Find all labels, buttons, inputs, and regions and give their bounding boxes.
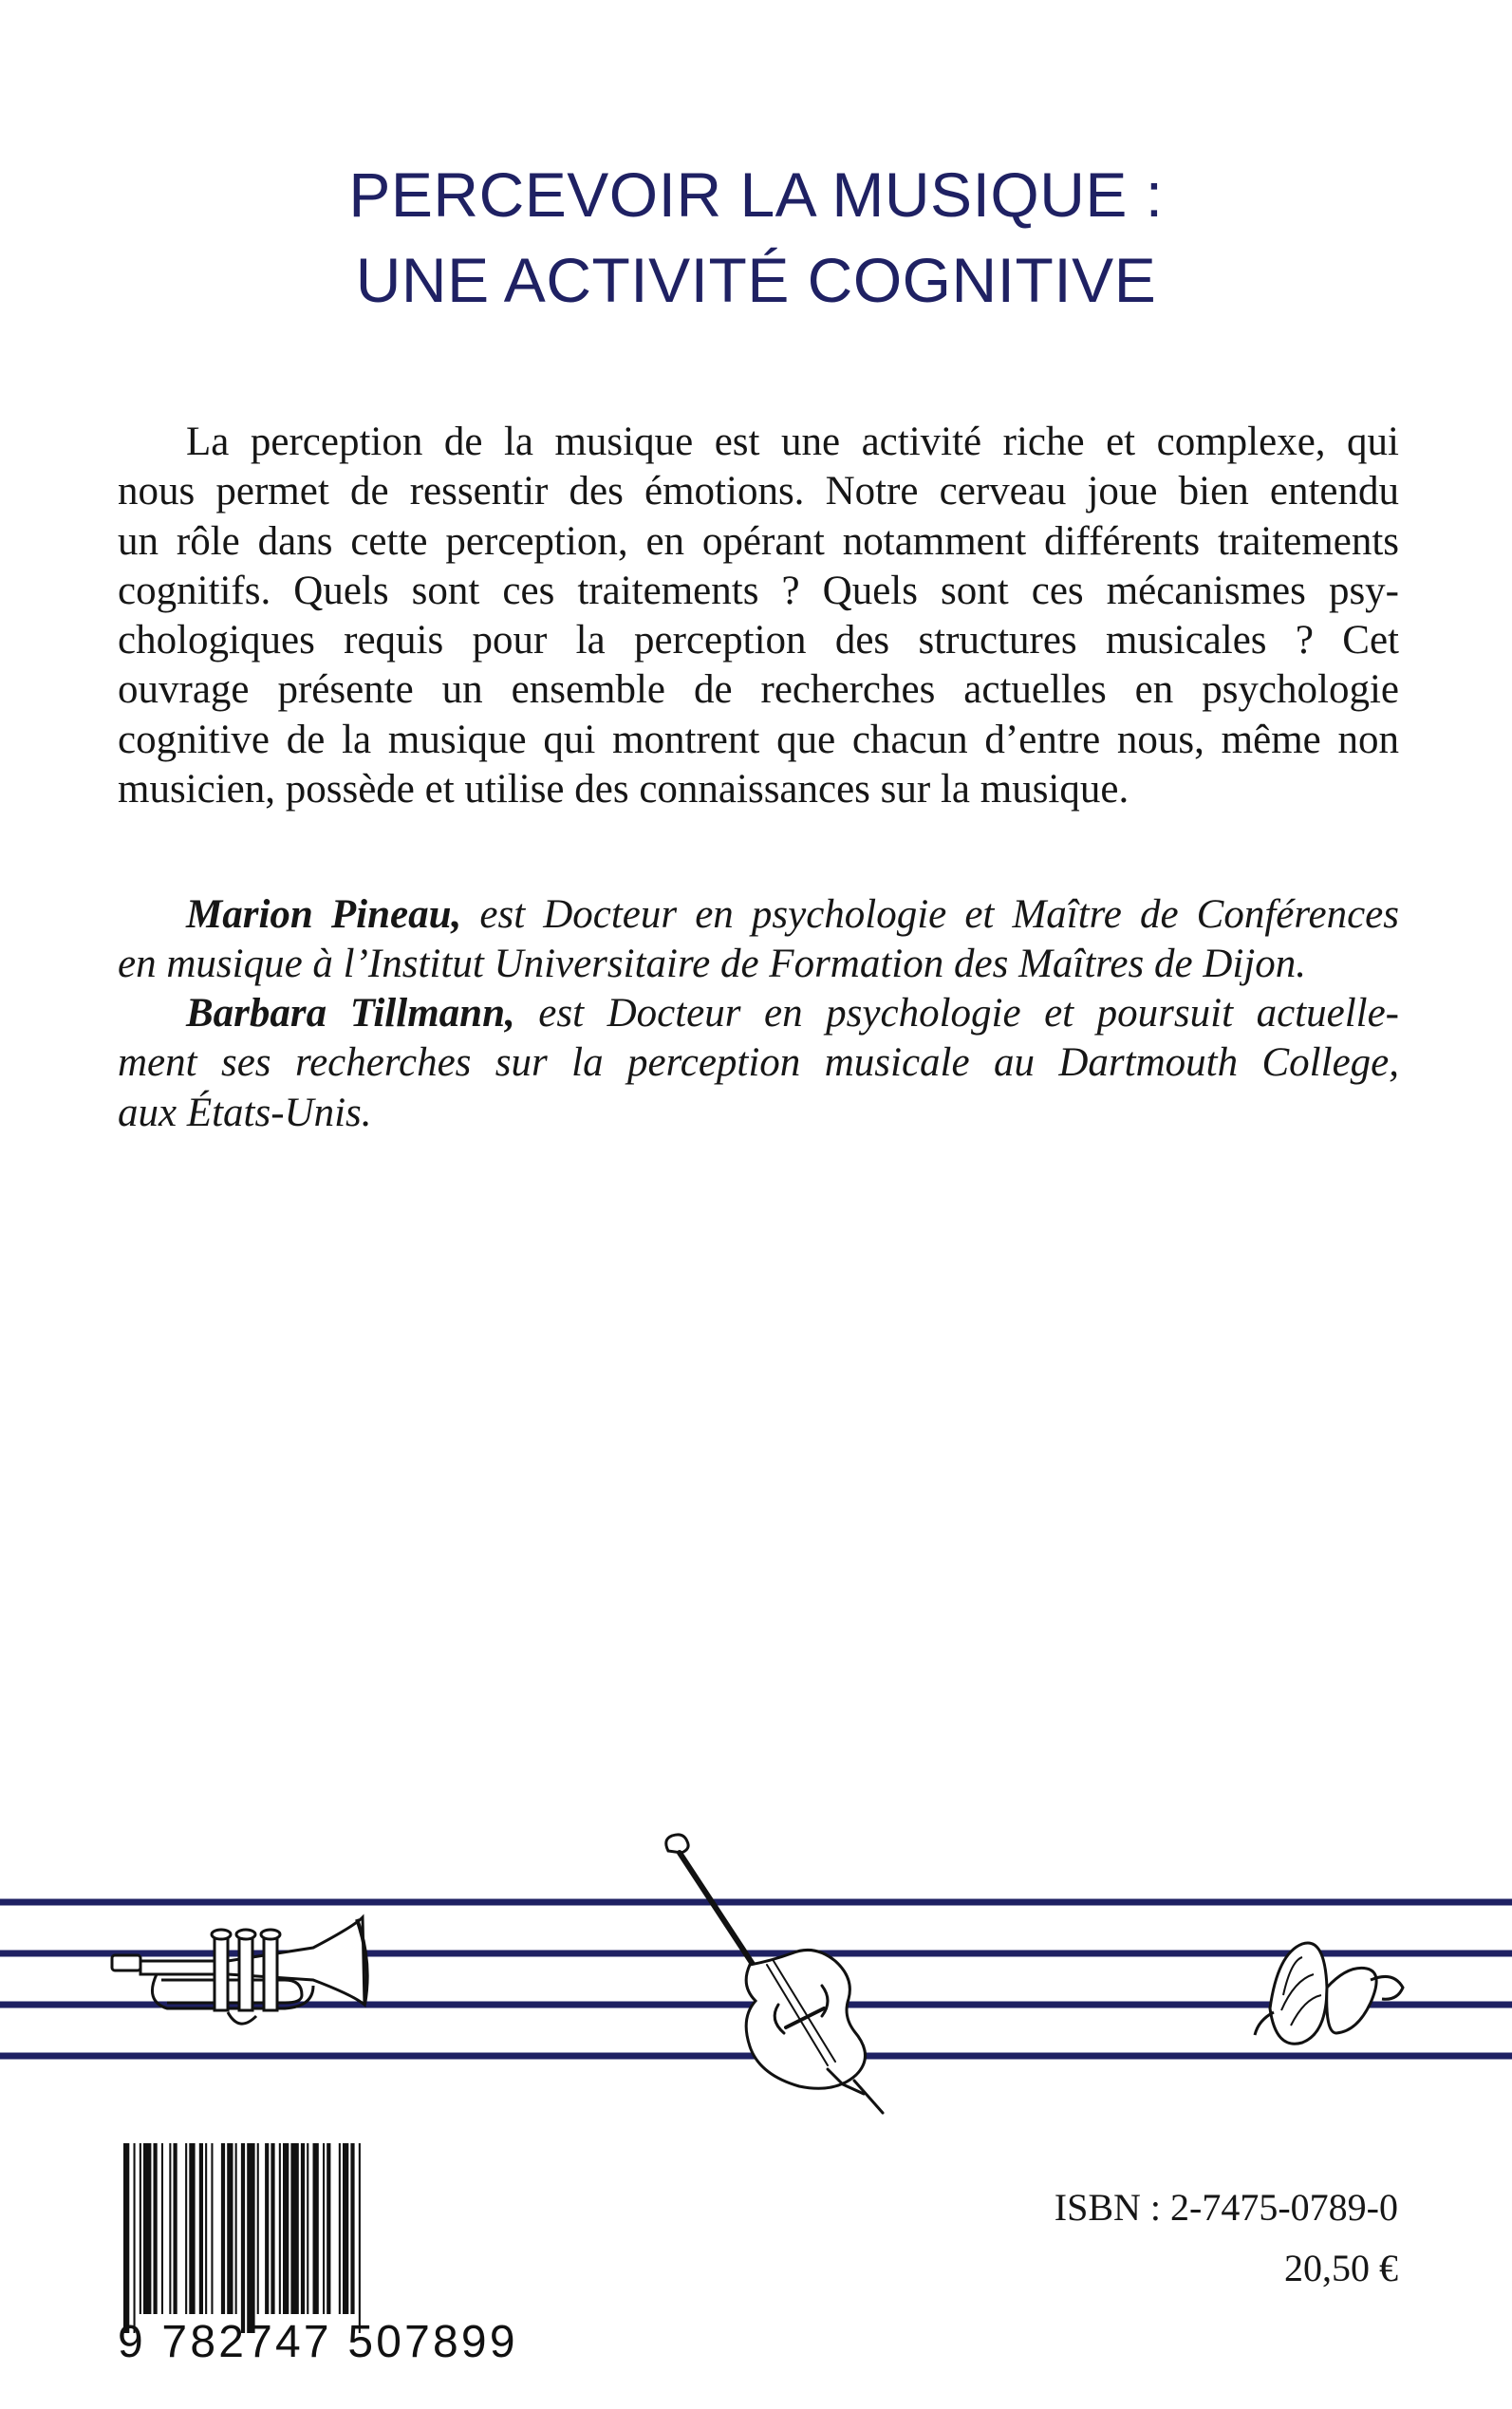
author-name: Barbara Tillmann, — [186, 991, 515, 1036]
barcode-bar — [134, 2143, 136, 2333]
barcode-digits: 9 782747 507899 — [118, 2317, 518, 2367]
barcode-bar — [265, 2143, 269, 2314]
barcode-bar — [359, 2143, 361, 2333]
barcode-bar — [123, 2143, 129, 2333]
barcode-bar — [301, 2143, 305, 2314]
barcode-bar — [313, 2143, 319, 2314]
blurb-line: nous permet de ressentir des émotions. Notre cerveau joue bien entendu — [118, 469, 1399, 514]
barcode-bar — [247, 2143, 254, 2333]
author-bio-line — [118, 890, 1399, 940]
barcode-bar — [339, 2143, 341, 2314]
barcode-bar — [174, 2143, 177, 2314]
barcode-bar — [271, 2143, 274, 2314]
barcode-bar — [257, 2143, 259, 2314]
author-name: Marion Pineau, — [186, 892, 462, 937]
barcode-bar — [189, 2143, 195, 2314]
barcode-bar — [241, 2143, 245, 2333]
isbn-number: ISBN : 2-7475-0789-0 — [1054, 2186, 1398, 2229]
author-bio-text: est Docteur en psychologie et Maître de Conférences — [461, 892, 1399, 937]
barcode-bar — [169, 2143, 171, 2314]
barcode-bar — [199, 2143, 203, 2314]
author-bio-text: est Docteur en psychologie et poursuit actuelle- — [514, 991, 1399, 1036]
barcode-bar — [140, 2143, 141, 2314]
author-bio-line: en musique à l’Institut Universitaire de Formation des Maîtres de Dijon. — [118, 942, 1307, 987]
blurb-line: musicien, possède et utilise des connaissances sur la musique. — [118, 767, 1129, 812]
barcode-bar — [221, 2143, 225, 2314]
book-title-line-2: UNE ACTIVITÉ COGNITIVE — [355, 245, 1157, 315]
barcode-bar — [327, 2143, 330, 2314]
barcode-bar — [211, 2143, 213, 2314]
author-bio-line: ment ses recherches sur la perception musicale au Dartmouth College, — [118, 1040, 1399, 1086]
blurb-paragraph — [118, 418, 1399, 814]
book-title — [0, 152, 1512, 323]
blurb-line: cognitifs. Quels sont ces traitements ? Quels sont ces mécanismes psy- — [118, 568, 1399, 613]
author-bio-tillmann — [118, 989, 1399, 1138]
barcode-bar — [143, 2143, 151, 2314]
price: 20,50 € — [1284, 2247, 1398, 2289]
barcode-bar — [290, 2143, 298, 2314]
music-staff-illustration — [0, 1784, 1512, 2126]
cello-icon — [666, 1835, 883, 2113]
barcode-bar — [227, 2143, 233, 2314]
barcode-bar — [154, 2143, 158, 2314]
author-bio-pineau — [118, 890, 1399, 990]
barcode-bar — [235, 2143, 237, 2314]
blurb-line: chologiques requis pour la perception des structures musicales ? Cet — [118, 618, 1399, 663]
book-title-line-1: PERCEVOIR LA MUSIQUE : — [348, 159, 1164, 230]
author-bio-line — [118, 989, 1399, 1038]
blurb-line: ouvrage présente un ensemble de recherches actuelles en psychologie — [118, 667, 1399, 713]
barcode-bar — [161, 2143, 163, 2314]
barcode — [123, 2143, 537, 2333]
barcode-bar — [323, 2143, 325, 2314]
barcode-bar — [205, 2143, 207, 2314]
barcode-bar — [350, 2143, 354, 2314]
cymbals-icon — [1255, 1943, 1403, 2044]
barcode-bar — [343, 2143, 348, 2314]
blurb-line: La perception de la musique est une activité riche et complexe, qui — [186, 420, 1399, 464]
barcode-bar — [279, 2143, 281, 2314]
barcode-bar — [307, 2143, 308, 2314]
author-bio-line: aux États-Unis. — [118, 1090, 372, 1135]
blurb-line: un rôle dans cette perception, en opérant notamment différents traitements — [118, 518, 1399, 564]
blurb-line: cognitive de la musique qui montrent que chacun d’entre nous, même non — [118, 717, 1399, 762]
barcode-bar — [185, 2143, 187, 2314]
barcode-bar — [283, 2143, 289, 2314]
